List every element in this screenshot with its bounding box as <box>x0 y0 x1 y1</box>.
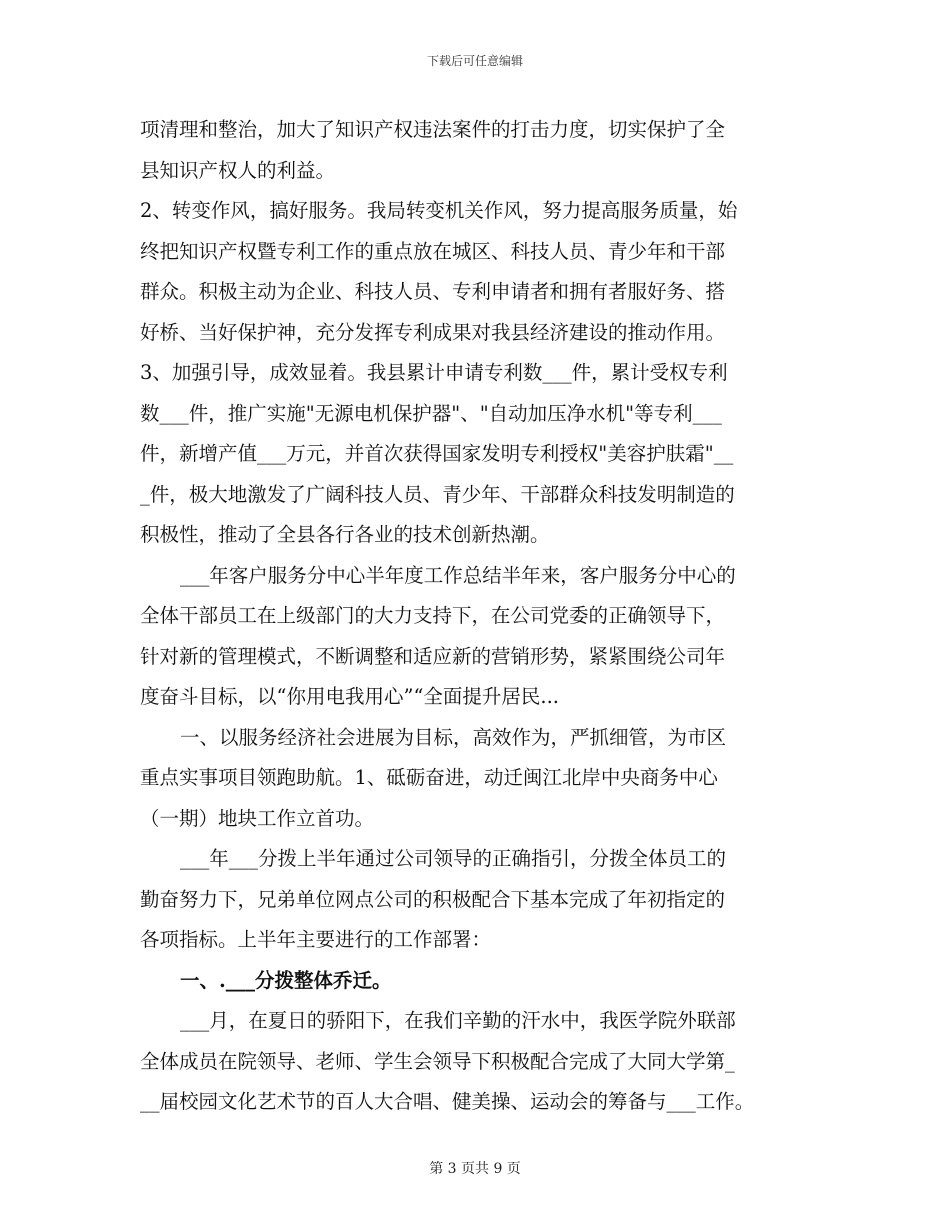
text-line: 终把知识产权暨专利工作的重点放在城区、科技人员、青少年和干部 <box>140 239 726 263</box>
text-line: __届校园文化艺术节的百人大合唱、健美操、运动会的筹备与___工作。 <box>140 1090 755 1113</box>
page-header: 下载后可任意编辑 <box>426 54 523 68</box>
text-line: 全体干部员工在上级部门的大力支持下，在公司党委的正确领导下， <box>140 604 726 627</box>
text-line: 数___件，推广实施"无源电机保护器"、"自动加压净水机"等专利___ <box>140 401 722 425</box>
text-line: _件，极大地激发了广阔科技人员、青少年、干部群众科技发明制造的 <box>140 482 735 506</box>
text-line: 3、加强引导，成效显着。我县累计申请专利数___件，累计受权专利 <box>140 361 728 384</box>
text-line: 2、转变作风，搞好服务。我局转变机关作风，努力提高服务质量，始 <box>140 199 738 222</box>
page-footer: 第 3 页共 9 页 <box>429 1161 521 1177</box>
text-line: 好桥、当好保护神，充分发挥专利成果对我县经济建设的推动作用。 <box>140 320 726 344</box>
text-line: ___年客户服务分中心半年度工作总结半年来，客户服务分中心的 <box>180 563 736 587</box>
text-line: ___月，在夏日的骄阳下，在我们辛勤的汗水中，我医学院外联部 <box>180 1009 736 1032</box>
text-line: 勤奋努力下，兄弟单位网点公司的积极配合下基本完成了年初指定的 <box>140 887 726 911</box>
text-line: 全体成员在院领导、老师、学生会领导下积极配合完成了大同大学第_ <box>140 1049 735 1073</box>
text-line: 积极性，推动了全县各行各业的技术创新热潮。 <box>140 523 550 546</box>
text-line: ___年___分拨上半年通过公司领导的正确指引，分拨全体员工的 <box>180 847 727 870</box>
text-line: 一、以服务经济社会进展为目标，高效作为，严抓细管，为市区 <box>180 725 727 749</box>
text-line: （一期）地块工作立首功。 <box>140 806 375 830</box>
text-line: 群众。积极主动为企业、科技人员、专利申请者和拥有者服好务、搭 <box>140 280 726 303</box>
text-line: 县知识产权人的利益。 <box>140 158 336 182</box>
text-line: 重点实事项目领跑助航。1、砥砺奋进，动迁闽江北岸中央商务中心 <box>140 766 718 789</box>
document-body <box>140 110 830 1123</box>
text-line: 项清理和整治，加大了知识产权违法案件的打击力度，切实保护了全 <box>140 118 726 141</box>
text-line: 件，新增产值___万元，并首次获得国家发明专利授权"美容护肤霜"__ <box>140 442 734 465</box>
text-line: 度奋斗目标，以“你用电我用心”“全面提升居民... <box>140 685 560 708</box>
text-line: 一、.___分拨整体乔迁。 <box>180 968 392 992</box>
text-line: 针对新的管理模式，不断调整和适应新的营销形势，紧紧围绕公司年 <box>140 644 726 668</box>
text-line: 各项指标。上半年主要进行的工作部署： <box>140 928 492 951</box>
